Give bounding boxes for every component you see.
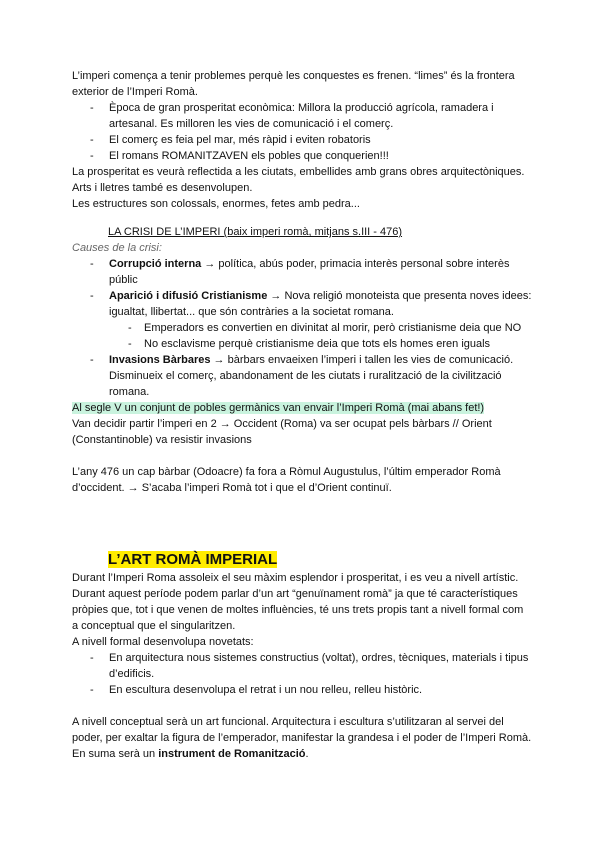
cause-text: → política, abús poder, primacia interès personal sobre interès públic — [109, 258, 510, 286]
end-paragraph: L’any 476 un cap bàrbar (Odoacre) fa fora a Ròmul Augustulus, l’últim emperador Romà d’occident. → S’acaba l’imperi Romà tot i que el d’Orient continuï. — [72, 466, 501, 494]
art-title: L’ART ROMÀ IMPERIAL — [108, 551, 278, 568]
prosperity-paragraph: La prosperitat es veurà reflectida a les ciutats, embellides amb grans obres arquitectòniques. Arts i lletres també es desenvolupen. — [72, 166, 525, 194]
list-item — [72, 288, 532, 320]
list-item — [72, 256, 532, 288]
cause-title: Corrupció interna — [109, 258, 202, 270]
conceptual-text: A nivell conceptual serà un art funcional. Arquitectura i escultura s’utilitzaran al servei del poder, per exaltar la figura de l’emperador, manifestar la grandesa i el poder de l’Imperi Romà. En suma serà un — [72, 716, 532, 760]
list-item: - Època de gran prosperitat econòmica: Millora la producció agrícola, ramadera i artesanal. Es milloren les vies de comunicació i el comerç. — [72, 100, 532, 132]
art-paragraph: Durant l’Imperi Roma assoleix el seu màxim esplendor i prosperitat, i es veu a nivell artístic. Durant aquest període podem parlar d’un art “genuïnament romà” ja que té característiques pròpies que, tot i que venen de moltes influències, té uns trets propis tant a nivell formal com a conceptual que el singularitzen. — [72, 572, 524, 632]
highlighted-text: Al segle V un conjunt de pobles germànics van envair l’Imperi Romà (mai abans fet!) — [72, 402, 485, 414]
conceptual-bold: instrument de Romanització — [158, 748, 306, 760]
conceptual-end: . — [305, 748, 309, 760]
cause-text: → Nova religió monoteista que presenta noves idees: igualtat, llibertat... que són contràries a la societat romana. — [109, 290, 532, 318]
list-item — [72, 352, 532, 400]
crisis-heading: LA CRISI DE L’IMPERI (baix imperi romà, mitjans s.III - 476) — [108, 226, 403, 238]
cause-text: → bàrbars envaeixen l’imperi i tallen les vies de comunicació. Disminueix el comerç, abandonament de les ciutats i ruralització de la civilització romana. — [109, 354, 514, 398]
page-title — [108, 550, 532, 570]
document-page — [72, 68, 532, 762]
list-item: - No esclavisme perquè cristianisme deia que tots els homes eren iguals — [72, 336, 532, 352]
germanic-invasion-line — [72, 400, 532, 416]
list-item: - Emperadors es convertien en divinitat al morir, però cristianisme deia que NO — [72, 320, 532, 336]
intro-paragraph: L’imperi comença a tenir problemes perquè les conquestes es frenen. “limes” és la frontera exterior de l’Imperi Romà. — [72, 70, 515, 98]
list-item: - El romans ROMANITZAVEN els pobles que conquerien!!! — [72, 148, 532, 164]
structures-paragraph: Les estructures son colossals, enormes, fetes amb pedra... — [72, 198, 360, 210]
list-item: - En arquitectura nous sistemes constructius (voltat), ordres, tècniques, materials i tipus d’edificis. — [72, 650, 532, 682]
list-item: - El comerç es feia pel mar, més ràpid i eviten robatoris — [72, 132, 532, 148]
cause-title: Aparició i difusió Cristianisme — [109, 290, 268, 302]
intro-bullet-list — [72, 100, 532, 164]
conceptual-paragraph — [72, 714, 532, 762]
list-item: - En escultura desenvolupa el retrat i un nou relleu, relleu històric. — [72, 682, 532, 698]
causes-list — [72, 256, 532, 400]
formal-label: A nivell formal desenvolupa novetats: — [72, 636, 254, 648]
causes-label: Causes de la crisi: — [72, 242, 162, 254]
formal-list — [72, 650, 532, 698]
split-paragraph: Van decidir partir l’imperi en 2 → Occident (Roma) va ser ocupat pels bàrbars // Orient (Constantinoble) va resistir invasions — [72, 418, 492, 446]
cause-title: Invasions Bàrbares — [109, 354, 211, 366]
